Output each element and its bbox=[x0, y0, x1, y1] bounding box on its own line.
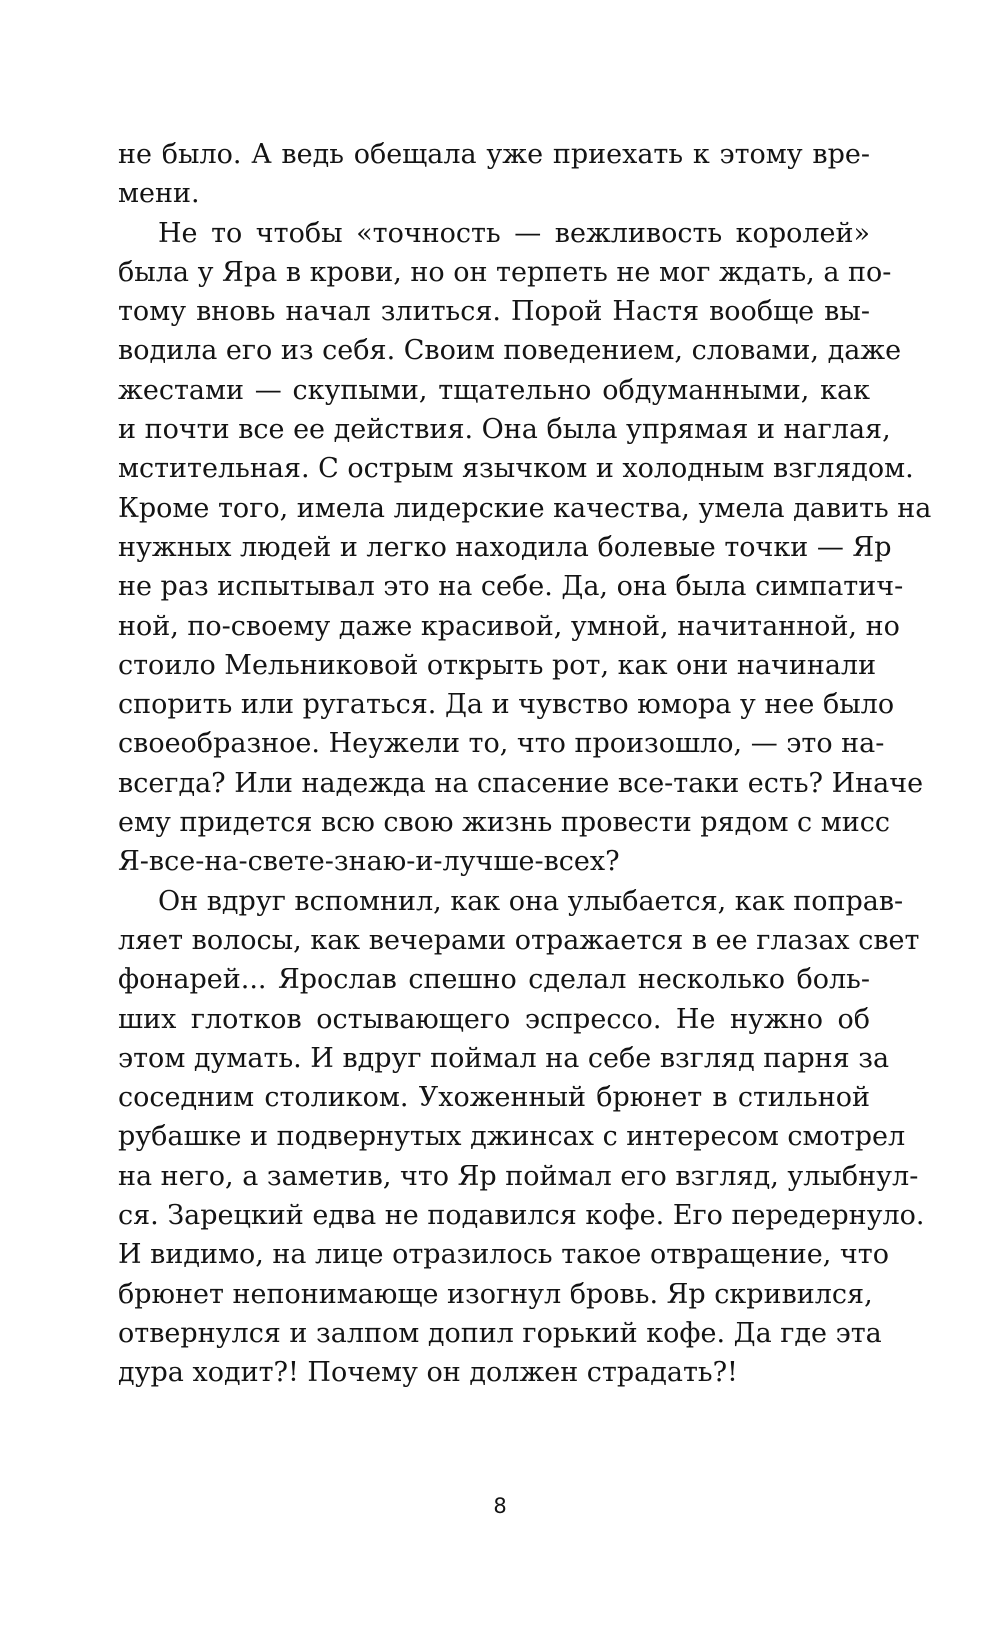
text-line: своеобразное. Неужели то, что произошло, — это на- bbox=[118, 728, 885, 760]
text-line: жестами — скупыми, тщательно обдуманными, как bbox=[118, 374, 870, 406]
text-line: дура ходит?! Почему он должен страдать?! bbox=[118, 1357, 738, 1389]
text-line: тому вновь начал злиться. Порой Настя вообще вы- bbox=[118, 296, 870, 328]
text-line: и почти все ее действия. Она была упрямая и наглая, bbox=[118, 414, 891, 446]
text-line: на него, а заметив, что Яр поймал его взгляд, улыбнул- bbox=[118, 1160, 919, 1192]
text-line: не раз испытывал это на себе. Да, она была симпатич- bbox=[118, 571, 904, 603]
page-number: 8 bbox=[493, 1494, 507, 1518]
text-line: рубашке и подвернутых джинсах с интересом смотрел bbox=[118, 1121, 906, 1153]
text-line: отвернулся и залпом допил горький кофе. Да где эта bbox=[118, 1317, 882, 1349]
text-line: мени. bbox=[118, 178, 200, 210]
text-line: спорить или ругаться. Да и чувство юмора у нее было bbox=[118, 689, 895, 721]
text-line: была у Яра в крови, но он терпеть не мог ждать, а по- bbox=[118, 256, 892, 288]
text-line: ему придется всю свою жизнь провести рядом с мисс bbox=[118, 807, 890, 839]
text-line: фонарей... Ярослав спешно сделал несколько боль- bbox=[118, 964, 870, 996]
text-line: ся. Зарецкий едва не подавился кофе. Его передернуло. bbox=[118, 1200, 925, 1232]
text-line: Не то чтобы «точность — вежливость королей» bbox=[158, 217, 870, 249]
text-line: ляет волосы, как вечерами отражается в ее глазах свет bbox=[118, 924, 920, 956]
text-line: Я-все-на-свете-знаю-и-лучше-всех? bbox=[118, 846, 620, 878]
text-line: брюнет непонимающе изогнул бровь. Яр скривился, bbox=[118, 1278, 873, 1310]
text-line: ной, по-своему даже красивой, умной, начитанной, но bbox=[118, 610, 900, 642]
text-line: водила его из себя. Своим поведением, словами, даже bbox=[118, 335, 902, 367]
text-line: этом думать. И вдруг поймал на себе взгляд парня за bbox=[118, 1042, 890, 1074]
text-line: ших глотков остывающего эспрессо. Не нужно об bbox=[118, 1003, 870, 1035]
body-text bbox=[118, 135, 932, 1393]
text-line: всегда? Или надежда на спасение все-таки есть? Иначе bbox=[118, 767, 924, 799]
text-line: Он вдруг вспомнил, как она улыбается, как поправ- bbox=[158, 885, 904, 917]
text-line: Кроме того, имела лидерские качества, умела давить на bbox=[118, 492, 932, 524]
text-line: не было. А ведь обещала уже приехать к этому вре- bbox=[118, 139, 870, 170]
text-line: соседним столиком. Ухоженный брюнет в стильной bbox=[118, 1082, 870, 1114]
text-line: мстительная. С острым язычком и холодным взглядом. bbox=[118, 453, 914, 485]
text-line: стоило Мельниковой открыть рот, как они начинали bbox=[118, 649, 877, 681]
text-line: нужных людей и легко находила болевые точки — Яр bbox=[118, 531, 892, 563]
text-line: И видимо, на лице отразилось такое отвращение, что bbox=[118, 1239, 889, 1271]
